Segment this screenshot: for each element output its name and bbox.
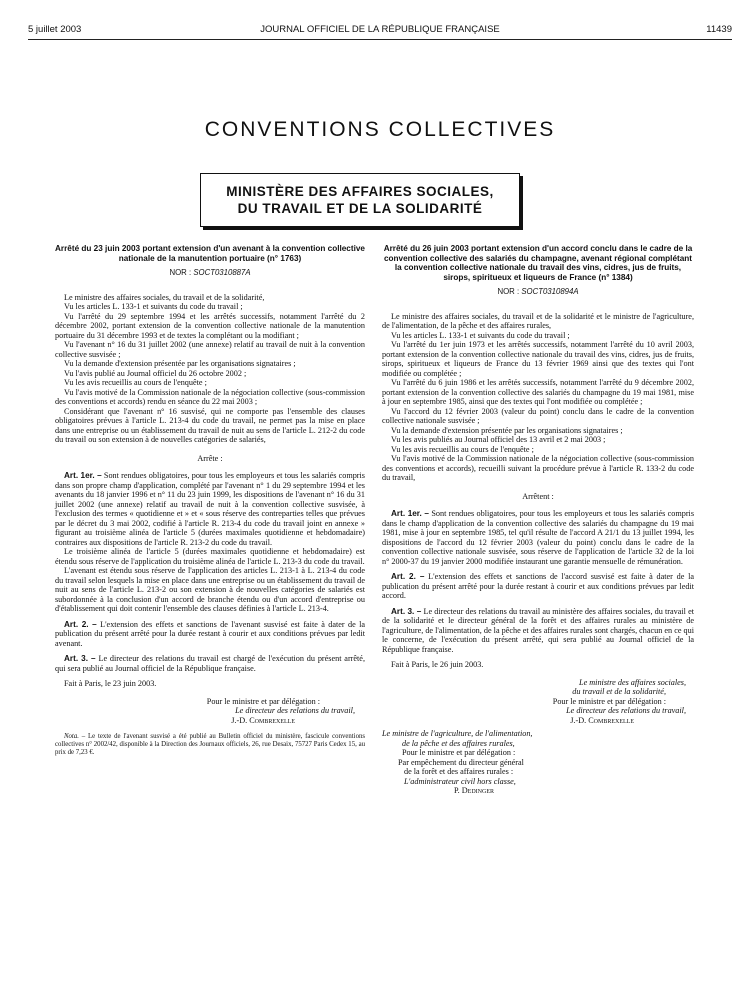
left-signature: Pour le ministre et par délégation : Le directeur des relations du travail, J.-D. Combrexelle xyxy=(206,696,355,725)
right-para: Vu l'arrêté du 1er juin 1973 et les arrêtés successifs, notamment l'arrêté du 10 avril 2003, portant extension de la convention collective nationale du travail des vins, cidres, jus de fruits, sirops, spiritueux et liqueurs de France du 13 février 1969 ainsi que des textes qui l'ont modifiée ou complétée ; xyxy=(382,340,694,378)
right-article-3: Art. 3. – Le directeur des relations du travail au ministère des affaires sociales, du travail et de la solidarité et le directeur général de la forêt et des affaires rurales au ministère de l'agriculture, de l'alimentation, de la pêche et des affaires rurales sont chargés, chacun en ce qui le concerne, de l'exécution du présent arrêté, qui sera publié au Journal officiel de la République française. xyxy=(382,606,694,654)
ministry-line-1: MINISTÈRE DES AFFAIRES SOCIALES, xyxy=(226,184,494,199)
header-rule xyxy=(28,39,732,40)
ministry-box xyxy=(200,173,520,227)
left-note: Nota. – Le texte de l'avenant susvisé a été publié au Bulletin officiel du ministère, fascicule conventions collectives n° 2002/42, disponible à la Direction des Journaux officiels, 26, rue Desaix, 75727 Paris Cedex 15, au prix de 7,23 €. xyxy=(55,733,366,756)
left-para: Vu l'avenant n° 16 du 31 juillet 2002 (une annexe) relatif au travail de nuit à la convention collective susvisée ; xyxy=(55,340,365,359)
right-para: Vu les avis recueillis au cours de l'enquête ; xyxy=(391,444,534,454)
left-article-3: Art. 3. – Le directeur des relations du travail est chargé de l'exécution du présent arrêté, qui sera publié au Journal officiel de la République française. xyxy=(55,654,365,673)
right-signature-2: Le ministre de l'agriculture, de l'alimentation, de la pêche et des affaires rurales, Pour le ministre et par délégation : Par empêchement du directeur général de la forêt et des affaires rurales : L'administrateur civil hors classe, P. Dedinger xyxy=(382,729,533,795)
right-signature-1: Le ministre des affaires sociales, du travail et de la solidarité, Pour le ministre et par délégation : Le directeur des relations du travail, J.-D. Combrexelle xyxy=(552,677,686,725)
left-column xyxy=(55,244,365,764)
left-arrete: Arrête : xyxy=(197,453,223,463)
header-journal-title: JOURNAL OFFICIEL DE LA RÉPUBLIQUE FRANÇAISE xyxy=(260,24,500,35)
right-para: Vu les avis publiés au Journal officiel des 13 avril et 2 mai 2003 ; xyxy=(391,435,606,444)
left-decree-title: Arrêté du 23 juin 2003 portant extension d'un avenant à la convention collective nationale de la manutention portuaire (n° 1763) xyxy=(55,244,365,263)
left-done-at: Fait à Paris, le 23 juin 2003. xyxy=(64,679,157,688)
right-para: Le ministre des affaires sociales, du travail et de la solidarité et le ministre de l'agriculture, de l'alimentation, de la pêche et des affaires rurales, xyxy=(382,311,694,330)
left-para: Vu l'avis motivé de la Commission nationale de la négociation collective (sous-commission des conventions et accords) rendu en séance du 22 mai 2003 ; xyxy=(55,387,365,406)
left-article-2: Art. 2. – L'extension des effets et sanctions de l'avenant susvisé est faite à dater de la publication du présent arrêté pour la durée restant à courir et aux conditions prévues par ledit avenant. xyxy=(55,619,365,648)
left-nor-code: SOCT0310887A xyxy=(193,268,251,277)
left-para: Considérant que l'avenant n° 16 susvisé, qui ne comporte pas l'ensemble des clauses obligatoires prévues à l'article L. 213-4 du code du travail, ne permet pas la mise en place dans une entreprise ou un établissement du travail de nuit au sens de l'article L. 212-2 du code du travail ou son extension à de nouvelles catégories de salariés, xyxy=(55,406,365,444)
left-article-1-para-3: L'avenant est étendu sous réserve de l'application des articles L. 213-1 à L. 213-4 du code du travail selon lesquels la mise en place dans une entreprise ou un établissement du travail de nuit au sens de l'article L. 213-2 ou son extension à de nouvelles catégories de salariés est subordonnée à la conclusion d'un accord de branche étendu ou d'un accord d'entreprise ou d'établissement qui doit contenir l'ensemble des clauses définies à l'article L. 213-4. xyxy=(55,566,365,613)
right-arretent: Arrêtent : xyxy=(522,491,554,501)
left-para: Vu la demande d'extension présentée par les organisations signataires ; xyxy=(64,359,296,368)
right-article-2: Art. 2. – L'extension des effets et sanctions de l'accord susvisé est faite à dater de la publication du présent arrêté pour la durée restant à courir et aux conditions prévues par ledit accord. xyxy=(382,572,695,600)
right-decree-title: Arrêté du 26 juin 2003 portant extension d'un accord conclu dans le cadre de la convention collective des salariés du champagne, avenant régional complétant la convention collective nationale du travail des vins, cidres, jus de fruits, sirops, spiritueux et liqueurs de France (n° 1384) xyxy=(383,244,693,282)
right-para: Vu la demande d'extension présentée par les organisations signataires ; xyxy=(391,425,623,435)
left-para: Vu les avis recueillis au cours de l'enquête ; xyxy=(64,378,207,387)
right-para: Vu l'avis motivé de la Commission nationale de la négociation collective (sous-commission des conventions et accords), recueilli suivant la procédure prévue à l'article R. 133-2 du code du travail, xyxy=(382,454,694,482)
left-nor: NOR : SOCT0310887A xyxy=(169,268,251,277)
right-nor: NOR : SOCT0310894A xyxy=(497,287,579,296)
left-article-1-para-2: Le troisième alinéa de l'article 5 (durées maximales quotidienne et hebdomadaire) est étendu sous réserve de l'application du troisième alinéa de l'article L. 213-3 du code du travail. xyxy=(55,547,365,566)
left-article-1: Art. 1er. – Sont rendues obligatoires, pour tous les employeurs et tous les salariés compris dans son propre champ d'application, complété par l'avenant n° 1 du 29 septembre 1994 et les avenants du 18 janvier 1996 et n° 11 du 23 juin 1999, les dispositions de l'avenant n° 16 du 31 juillet 2002 (une annexe) relatif au travail de nuit à la convention collective susvisée, à l'exclusion des termes « quotidienne et » et « sous réserve des contreparties telles que prévues par le décret du 3 mai 2002, codifié à l'article R. 213-4 du code du travail joint en annexe » figurant au troisième alinéa de l'article 5 (durées maximales quotidienne et hebdomadaire) contraires aux dispositions de l'article R. 213-2 du code du travail. xyxy=(55,471,365,547)
left-para: Vu l'avis publié au Journal officiel du 26 octobre 2002 ; xyxy=(64,368,247,378)
header-date: 5 juillet 2003 xyxy=(28,24,82,35)
right-done-at: Fait à Paris, le 26 juin 2003. xyxy=(391,660,484,669)
header-page-number: 11439 xyxy=(706,24,732,35)
page-header xyxy=(28,24,732,38)
right-column xyxy=(382,244,694,796)
left-para: Le ministre des affaires sociales, du travail et de la solidarité, xyxy=(64,292,265,302)
section-title: CONVENTIONS COLLECTIVES xyxy=(204,118,556,141)
right-nor-code: SOCT0310894A xyxy=(521,287,579,296)
left-para: Vu les articles L. 133-1 et suivants du code du travail ; xyxy=(64,302,243,311)
right-para: Vu les articles L. 133-1 et suivants du code du travail ; xyxy=(391,330,570,340)
right-para: Vu l'arrêté du 6 juin 1986 et les arrêtés successifs, notamment l'arrêté du 9 décembre 2002, portant extension de la convention collective des salariés du champagne du 19 mai 1981, mise à jour en septembre 1985, ainsi que des textes qui l'ont modifiée ou complétée ; xyxy=(382,378,694,406)
right-article-1: Art. 1er. – Sont rendues obligatoires, pour tous les employeurs et tous les salariés compris dans le champ d'application de la convention collective des salariés du champagne du 19 mai 1981, mise à jour en septembre 1985, tel qu'il résulte de l'accord A 21/1 du 13 juillet 1994, les dispositions de l'accord du 12 février 2003 (valeur du point) conclu dans le cadre de la convention collective nationale susvisée, sous réserve de l'application de l'article 32 de la loi n° 2000-37 du 19 janvier 2000 modifiée instaurant une garantie mensuelle de rémunération. xyxy=(382,509,695,566)
ministry-line-2: DU TRAVAIL ET DE LA SOLIDARITÉ xyxy=(237,201,483,216)
right-para: Vu l'accord du 12 février 2003 (valeur du point) conclu dans le cadre de la convention collective nationale susvisée ; xyxy=(382,406,694,425)
left-para: Vu l'arrêté du 29 septembre 1994 et les arrêtés successifs, notamment l'arrêté du 2 décembre 2002, portant extension de la convention collective nationale de la manutention portuaire du 31 décembre 1993 et de textes la complétant ou la modifiant ; xyxy=(55,311,365,340)
